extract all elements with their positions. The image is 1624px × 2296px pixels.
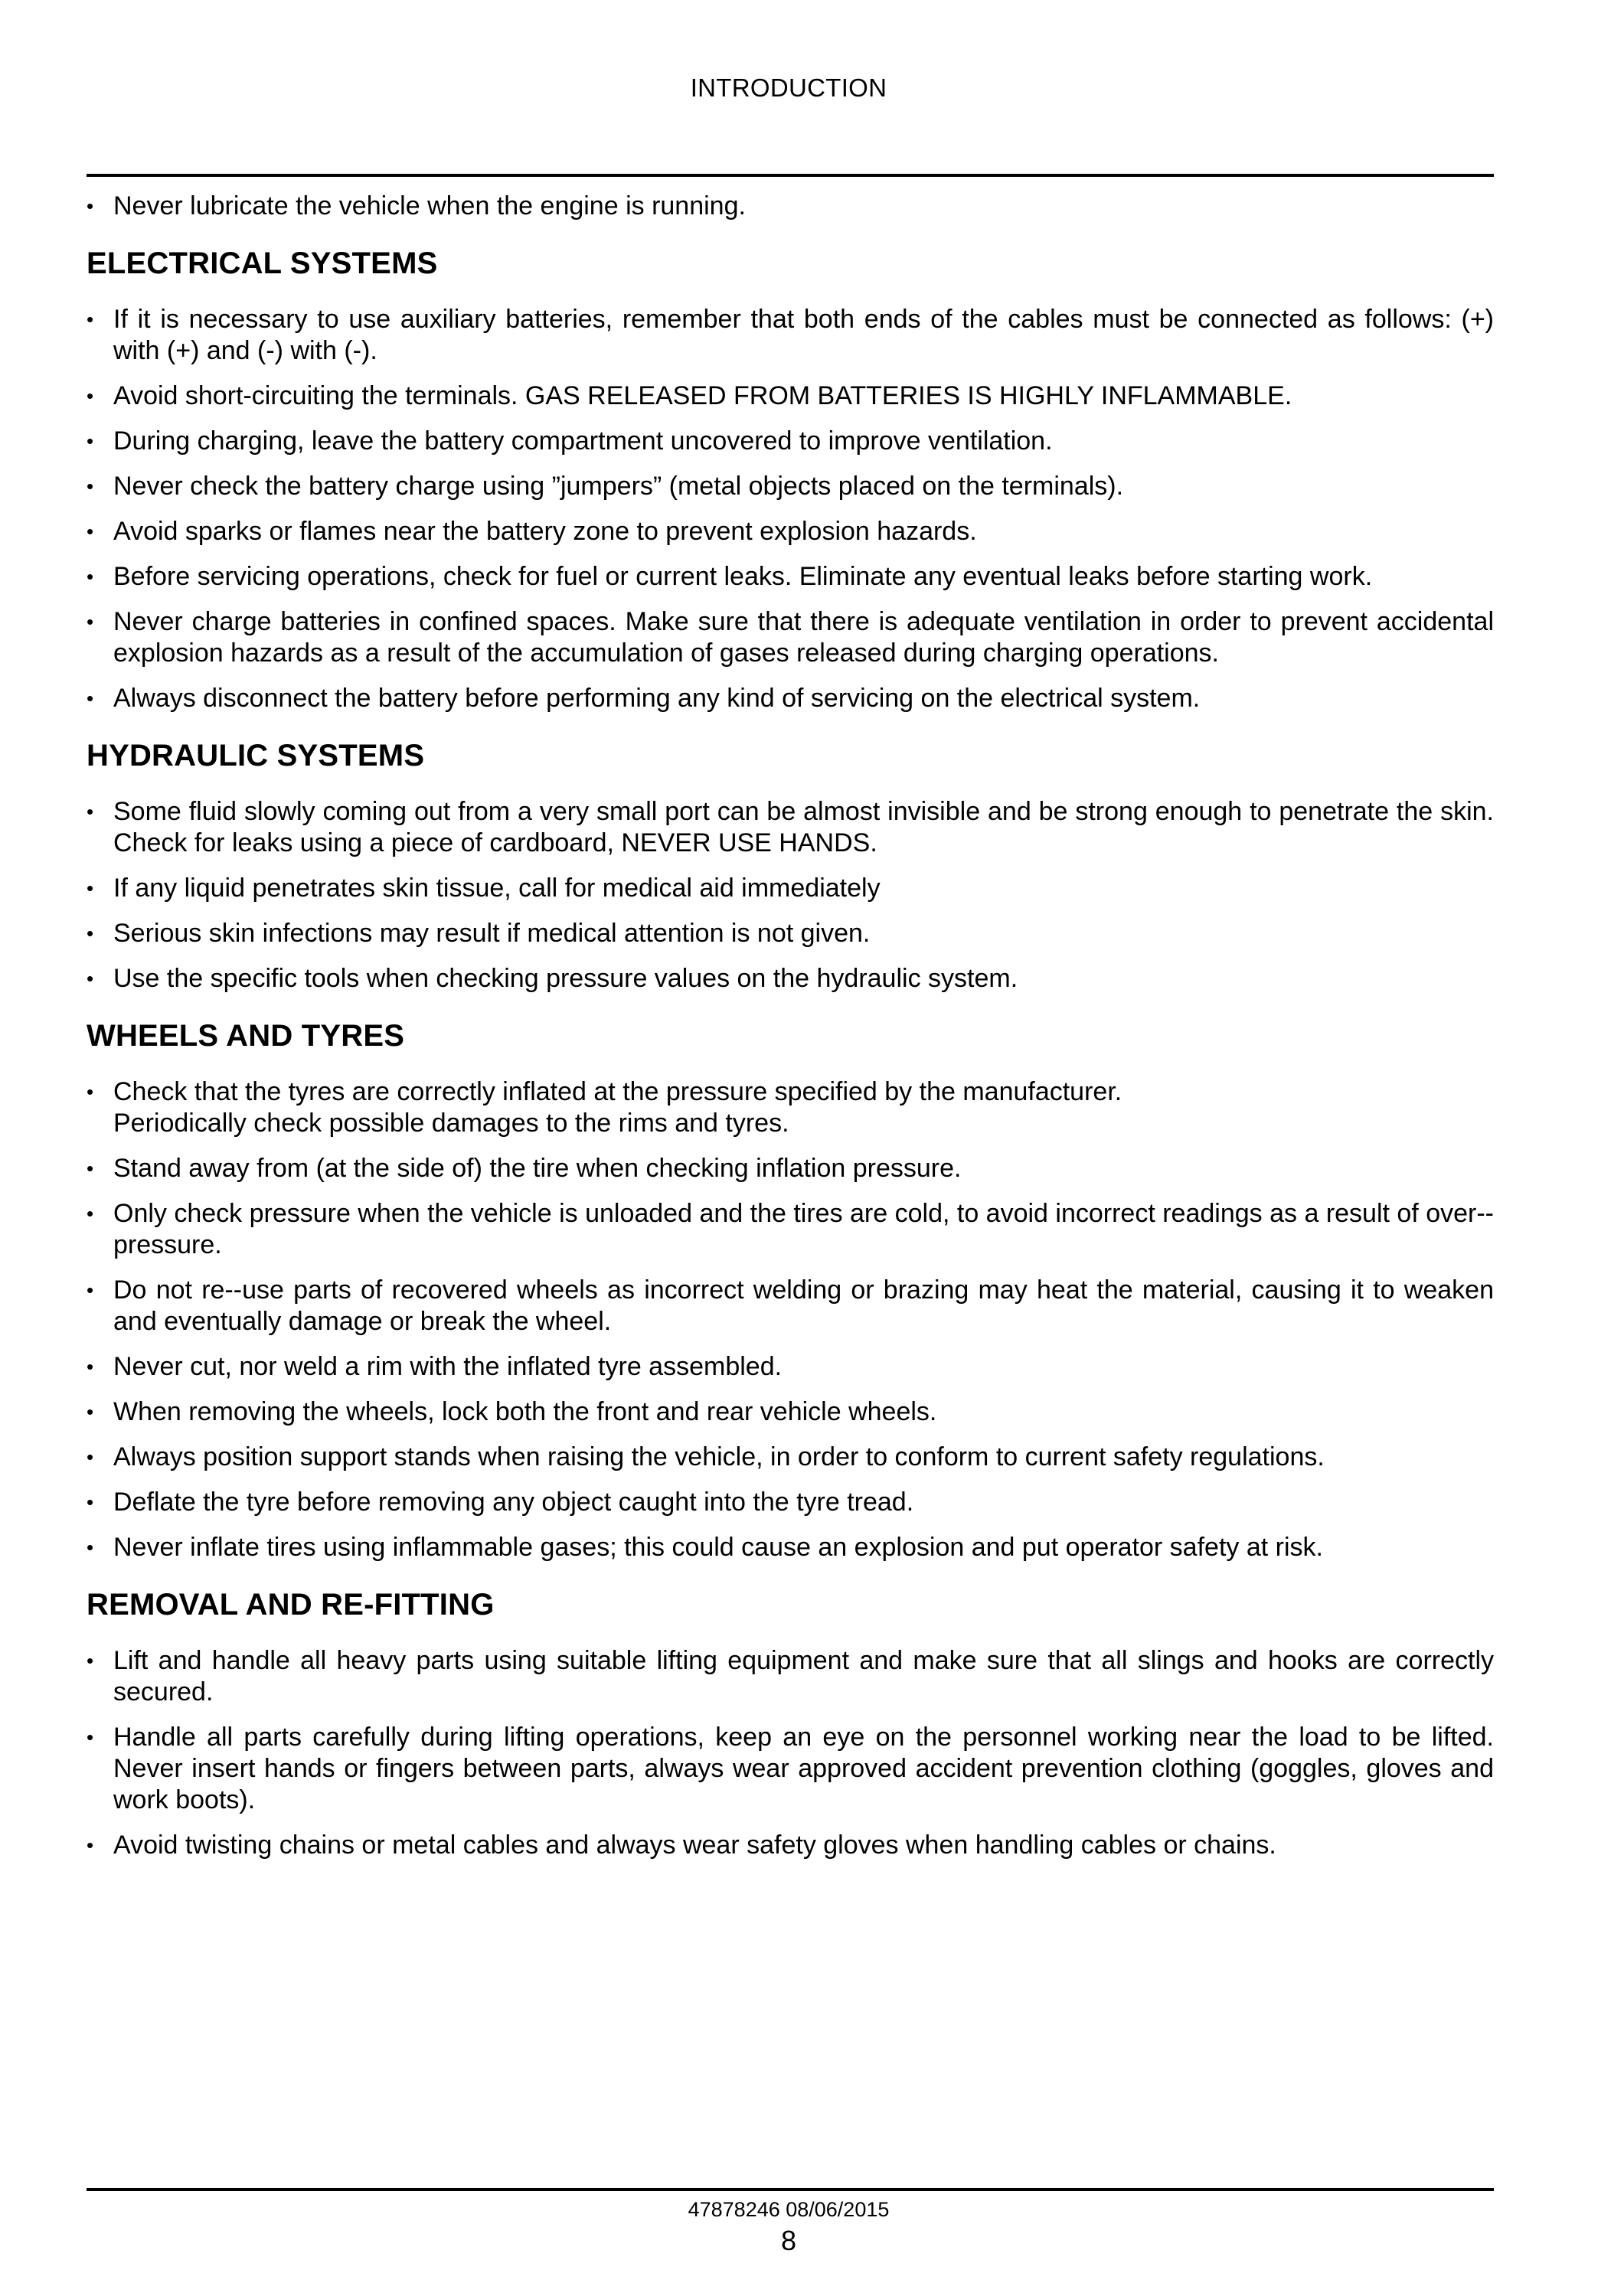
list-item: • Lift and handle all heavy parts using suitable lifting equipment and make sure that all slings and hooks are correctly secured.	[87, 1645, 1494, 1708]
list-item: • Only check pressure when the vehicle is unloaded and the tires are cold, to avoid incorrect readings as a result of over--pressure.	[87, 1198, 1494, 1261]
page-number: 8	[780, 2225, 797, 2256]
list-item: • If any liquid penetrates skin tissue, call for medical aid immediately	[87, 873, 1494, 904]
hydraulic-systems-list	[87, 796, 1494, 994]
list-item: • Stand away from (at the side of) the tire when checking inflation pressure.	[87, 1153, 1494, 1184]
removal-and-refitting-list	[87, 1645, 1494, 1861]
wheels-and-tyres-list	[87, 1076, 1494, 1563]
section-title-electrical-systems: ELECTRICAL SYSTEMS	[87, 247, 438, 280]
list-item: • Handle all parts carefully during lifting operations, keep an eye on the personnel working near the load to be lifted. Never insert hands or fingers between parts, always wear approved accident prevention clothing (goggles, gloves and work boots).	[87, 1722, 1494, 1816]
list-item: • Some fluid slowly coming out from a very small port can be almost invisible and be strong enough to penetrate the skin. Check for leaks using a piece of cardboard, NEVER USE HANDS.	[87, 796, 1494, 859]
list-item: • Avoid twisting chains or metal cables and always wear safety gloves when handling cables or chains.	[87, 1830, 1494, 1861]
list-item: • Avoid short-circuiting the terminals. GAS RELEASED FROM BATTERIES IS HIGHLY INFLAMMABLE.	[87, 380, 1494, 412]
list-item: • If it is necessary to use auxiliary batteries, remember that both ends of the cables must be connected as follows: (+) with (+) and (-) with (-).	[87, 304, 1494, 367]
list-item: • Avoid sparks or flames near the battery zone to prevent explosion hazards.	[87, 516, 1494, 547]
list-item: • Never check the battery charge using ”jumpers” (metal objects placed on the terminals).	[87, 471, 1494, 502]
section-title-removal-and-refitting: REMOVAL AND RE-FITTING	[87, 1588, 495, 1622]
page-footer	[0, 2197, 1577, 2257]
page-header-title: INTRODUCTION	[690, 73, 887, 102]
electrical-systems-list	[87, 304, 1494, 714]
intro-bullet-list	[87, 191, 1494, 222]
list-item: • Never cut, nor weld a rim with the inflated tyre assembled.	[87, 1351, 1494, 1383]
section-title-wheels-and-tyres: WHEELS AND TYRES	[87, 1019, 405, 1053]
list-item: • Never inflate tires using inflammable gases; this could cause an explosion and put operator safety at risk.	[87, 1532, 1494, 1563]
list-item: • Check that the tyres are correctly inflated at the pressure specified by the manufacturer. Periodically check possible damages to the rims and tyres.	[87, 1076, 1494, 1139]
list-item: • Always disconnect the battery before performing any kind of servicing on the electrical system.	[87, 683, 1494, 714]
footer-divider	[87, 2188, 1494, 2191]
list-item: • Serious skin infections may result if medical attention is not given.	[87, 918, 1494, 949]
list-item: • Do not re--use parts of recovered wheels as incorrect welding or brazing may heat the material, causing it to weaken and eventually damage or break the wheel.	[87, 1275, 1494, 1337]
list-item: • When removing the wheels, lock both the front and rear vehicle wheels.	[87, 1396, 1494, 1428]
list-item: • Use the specific tools when checking pressure values on the hydraulic system.	[87, 963, 1494, 994]
list-item: • Before servicing operations, check for fuel or current leaks. Eliminate any eventual leaks before starting work.	[87, 561, 1494, 593]
page-content	[87, 191, 1494, 1875]
list-item: • Never charge batteries in confined spaces. Make sure that there is adequate ventilation in order to prevent accidental explosion hazards as a result of the accumulation of gases released during charging operations.	[87, 606, 1494, 669]
section-title-hydraulic-systems: HYDRAULIC SYSTEMS	[87, 739, 425, 772]
list-item: • Always position support stands when raising the vehicle, in order to conform to current safety regulations.	[87, 1442, 1494, 1473]
list-item: • Never lubricate the vehicle when the engine is running.	[87, 191, 1494, 222]
header-divider	[87, 174, 1494, 177]
list-item: • During charging, leave the battery compartment uncovered to improve ventilation.	[87, 426, 1494, 457]
document-reference: 47878246 08/06/2015	[688, 2198, 890, 2221]
list-item: • Deflate the tyre before removing any object caught into the tyre tread.	[87, 1487, 1494, 1518]
